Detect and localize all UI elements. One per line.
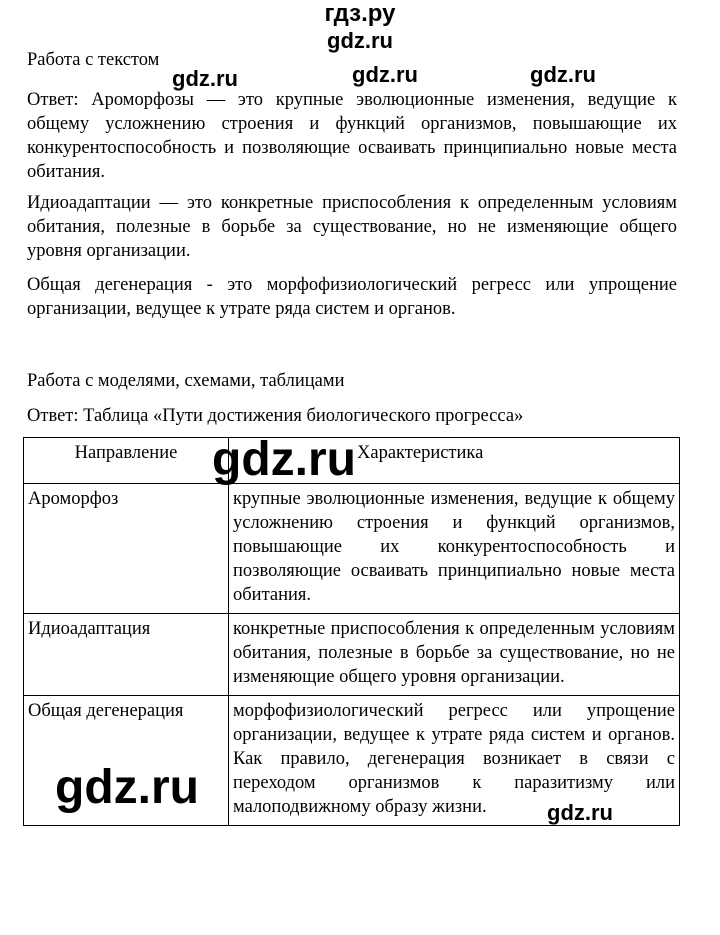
watermark: gdz.ru (530, 62, 596, 87)
watermark: gdz.ru (212, 433, 356, 486)
row-direction: Общая дегенерация (24, 696, 229, 826)
watermark: gdz.ru (352, 62, 418, 87)
row-direction: Идиоадаптация (24, 614, 229, 696)
section-heading-models: Работа с моделями, схемами, таблицами (27, 371, 345, 391)
watermark-footer: gdz.ru (327, 28, 393, 53)
table-caption: Ответ: Таблица «Пути достижения биологического прогресса» (27, 406, 524, 426)
table-row (24, 484, 680, 614)
section-heading-text-work: Работа с текстом (27, 50, 160, 70)
table-row (24, 614, 680, 696)
row-direction: Ароморфоз (24, 484, 229, 614)
watermark: gdz.ru (547, 800, 613, 825)
answer-degeneration: Общая дегенерация - это морфофизиологический регресс или упрощение организации, ведущее к утрате ряда систем и органов. (27, 275, 677, 319)
row-text: морфофизиологический регресс или упрощение организации, ведущее к утрате ряда систем и органов. Как правило, дегенерация возникает в связи с переходом организмов к паразитизму или малоподвижному образу жизни. (229, 696, 680, 826)
row-text: крупные эволюционные изменения, ведущие к общему усложнению строения и функций организмов, повышающие их конкурентоспособность и позволяющие осваивать принципиально новые места обитания. (229, 484, 680, 614)
watermark: gdz.ru (55, 761, 199, 814)
answer-idioadaptation: Идиоадаптации — это конкретные приспособления к определенным условиям обитания, полезные в борьбе за существование, но не изменяющие общего уровня организации. (27, 193, 677, 261)
site-title: гдз.ру (324, 0, 396, 27)
header-characteristic: Характеристика (229, 438, 680, 484)
row-text: конкретные приспособления к определенным условиям обитания, полезные в борьбе за существование, но не изменяющие общего уровня организации. (229, 614, 680, 696)
watermark: gdz.ru (172, 66, 238, 91)
header-direction: Направление (24, 438, 229, 484)
answer-aromorphosis: Ответ: Ароморфозы — это крупные эволюционные изменения, ведущие к общему усложнению строения и функций организмов, повышающие их конкурентоспособность и позволяющие осваивать принципиально новые места обитания. (27, 90, 677, 182)
